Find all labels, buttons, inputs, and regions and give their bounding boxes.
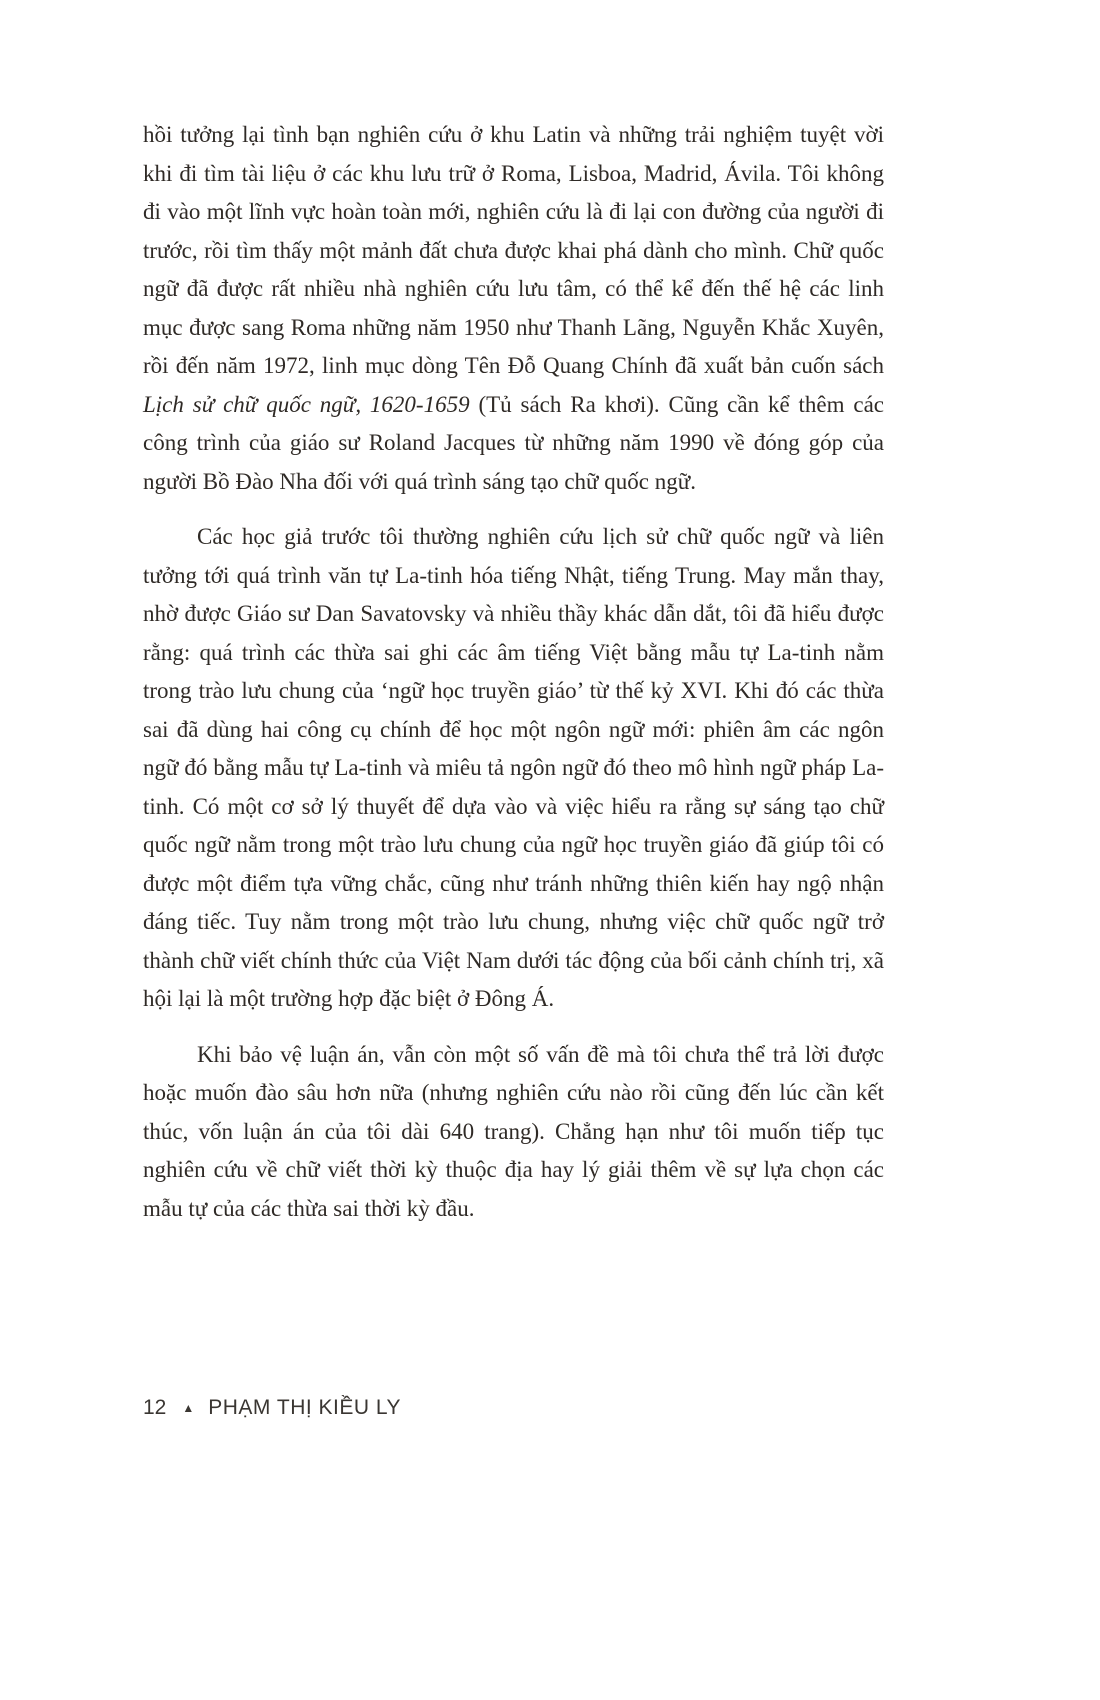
paragraph-text: hồi tưởng lại tình bạn nghiên cứu ở khu Latin và những trải nghiệm tuyệt vời khi đi tìm tài liệu ở các khu lưu trữ ở Roma, Lisboa, Madrid, Ávila. Tôi không đi vào một lĩnh vực hoàn toàn mới, nghiên cứu là đi lại con đường của người đi trước, rồi tìm thấy một mảnh đất chưa được khai phá dành cho mình. Chữ quốc ngữ đã được rất nhiều nhà nghiên cứu lưu tâm, có thể kể đến thế hệ các linh mục được sang Roma những năm 1950 như Thanh Lãng, Nguyễn Khắc Xuyên, rồi đến năm 1972, linh mục dòng Tên Đỗ Quang Chính đã xuất bản cuốn sách <box>143 122 884 378</box>
paragraph-text: (Tủ sách Ra khơi). Cũng cần kể thêm các công trình của giáo sư Roland Jacques từ những năm 1990 về đóng góp của người Bồ Đào Nha đối với quá trình sáng tạo chữ quốc ngữ. <box>143 391 884 494</box>
paragraph: Khi bảo vệ luận án, vẫn còn một số vấn đề mà tôi chưa thể trả lời được hoặc muốn đào sâu hơn nữa (nhưng nghiên cứu nào rồi cũng đến lúc cần kết thúc, vốn luận án của tôi dài 640 trang). Chẳng hạn như tôi muốn tiếp tục nghiên cứu về chữ viết thời kỳ thuộc địa hay lý giải thêm về sự lựa chọn các mẫu tự của các thừa sai thời kỳ đầu. <box>143 1041 884 1221</box>
page-footer <box>143 1396 401 1420</box>
paragraph-continuation <box>143 116 884 501</box>
triangle-icon: ▲ <box>182 1401 195 1415</box>
paragraph: Các học giả trước tôi thường nghiên cứu lịch sử chữ quốc ngữ và liên tưởng tới quá trình văn tự La-tinh hóa tiếng Nhật, tiếng Trung. May mắn thay, nhờ được Giáo sư Dan Savatovsky và nhiều thầy khác dẫn dắt, tôi đã hiểu được rằng: quá trình các thừa sai ghi các âm tiếng Việt bằng mẫu tự La-tinh nằm trong trào lưu chung của ‘ngữ học truyền giáo’ từ thế kỷ XVI. Khi đó các thừa sai đã dùng hai công cụ chính để học một ngôn ngữ mới: phiên âm các ngôn ngữ đó bằng mẫu tự La-tinh và miêu tả ngôn ngữ đó theo mô hình ngữ pháp La-tinh. Có một cơ sở lý thuyết để dựa vào và việc hiểu ra rằng sự sáng tạo chữ quốc ngữ nằm trong một trào lưu chung của ngữ học truyền giáo đã giúp tôi có được một điểm tựa vững chắc, cũng như tránh những thiên kiến hay ngộ nhận đáng tiếc. Tuy nằm trong một trào lưu chung, nhưng việc chữ quốc ngữ trở thành chữ viết chính thức của Việt Nam dưới tác động của bối cảnh chính trị, xã hội lại là một trường hợp đặc biệt ở Đông Á. <box>143 524 884 1011</box>
page-number: 12 <box>143 1396 167 1419</box>
footer-author-name: PHẠM THỊ KIỀU LY <box>208 1396 402 1419</box>
book-title-italic: Lịch sử chữ quốc ngữ, 1620-1659 <box>143 391 470 417</box>
body-text-block <box>143 116 884 1245</box>
